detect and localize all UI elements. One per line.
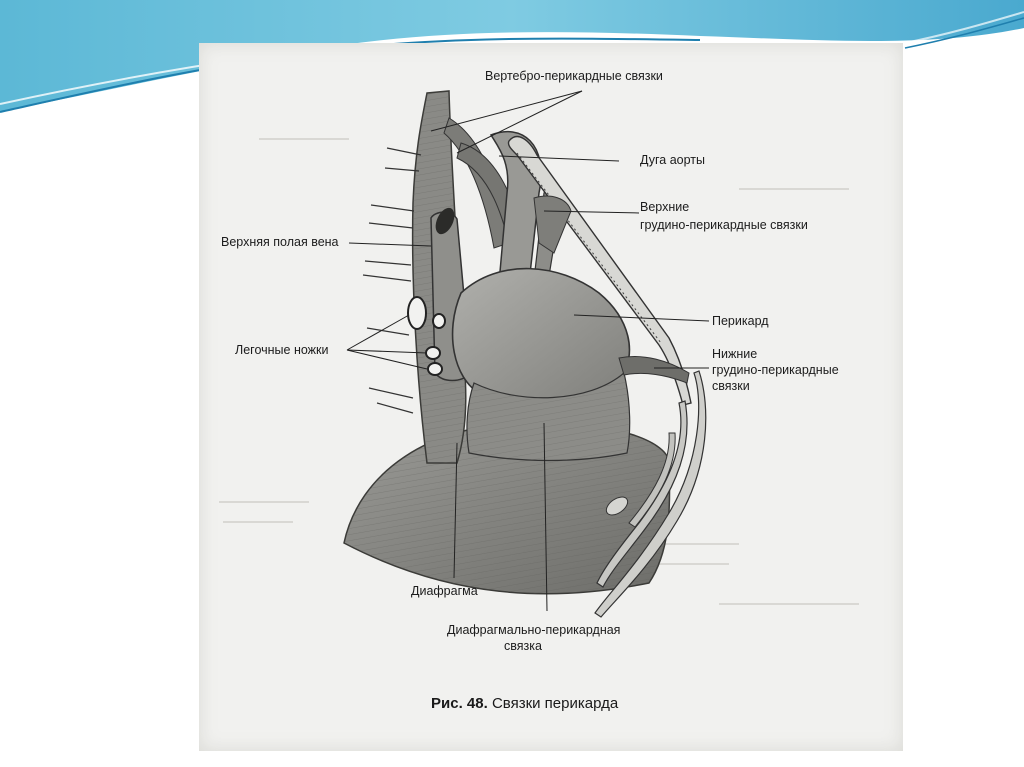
label-lung-roots: Легочные ножки [235, 343, 329, 357]
figure-title: Связки перикарда [491, 695, 619, 712]
nerve-strands [363, 148, 421, 413]
label-pericardium: Перикард [712, 314, 769, 328]
lung-root-opening [433, 314, 445, 328]
label-aortic-arch: Дуга аорты [640, 153, 705, 167]
label-vertebro-pericardial: Вертебро-перикардные связки [485, 69, 663, 83]
label-upper-sterno-1: Верхние [640, 200, 690, 214]
lung-root-opening [408, 297, 426, 329]
figure-number: Рис. 48. [431, 695, 488, 712]
pericardium [453, 269, 630, 403]
label-superior-vena-cava: Верхняя полая вена [221, 235, 339, 249]
label-lower-sterno-2: грудино-перикардные [712, 363, 839, 377]
label-lower-sterno-3: связки [712, 379, 750, 393]
lung-root-opening [426, 347, 440, 359]
figure-caption [431, 695, 618, 712]
pericardium-ligaments-drawing [199, 43, 903, 751]
lung-root-opening [428, 363, 442, 375]
label-diaphragm: Диафрагма [411, 584, 478, 598]
label-phrenico-pericardial-2: связка [504, 639, 542, 653]
label-phrenico-pericardial-1: Диафрагмально-перикардная [447, 623, 621, 637]
scanned-figure [199, 43, 903, 751]
label-lower-sterno-1: Нижние [712, 347, 758, 361]
label-upper-sterno-2: грудино-перикардные связки [640, 218, 808, 232]
